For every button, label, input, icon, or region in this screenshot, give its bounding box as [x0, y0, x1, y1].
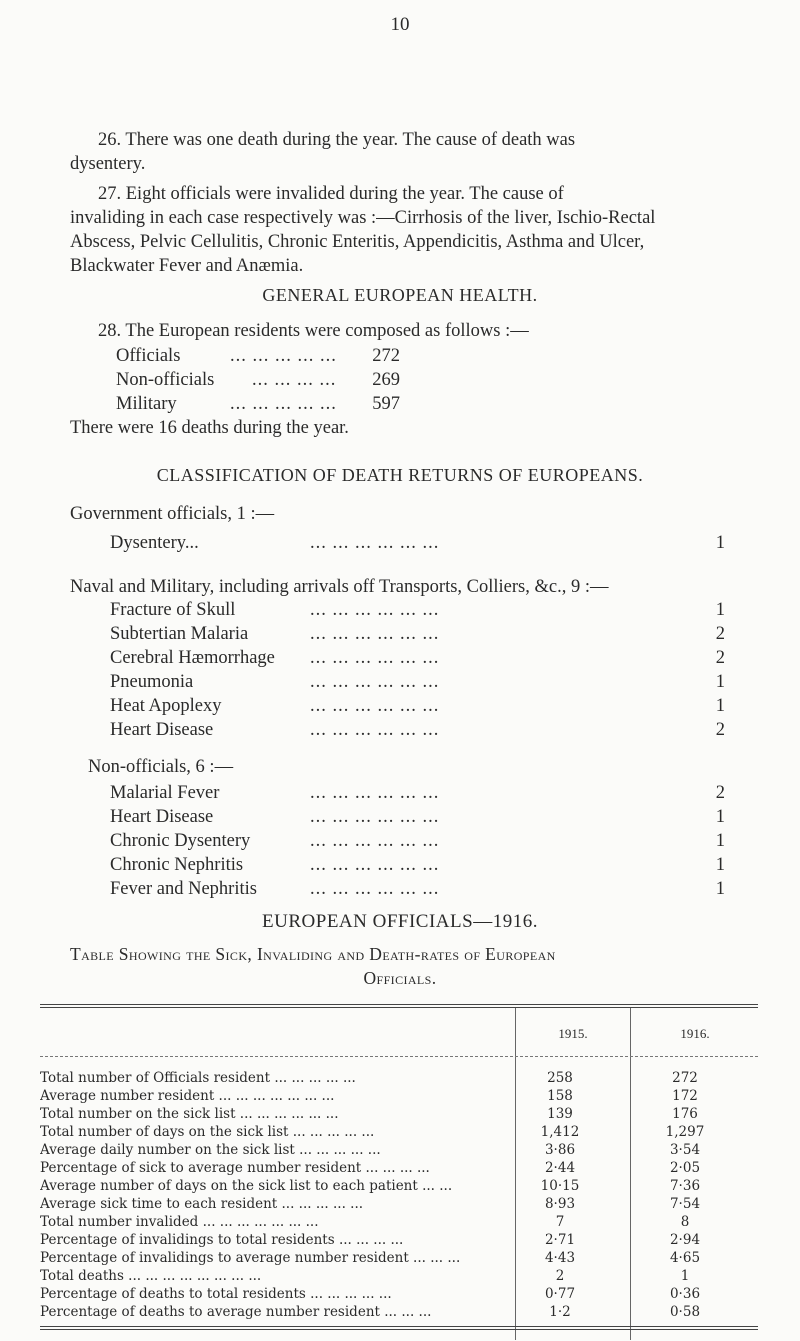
table-row: [40, 1124, 758, 1141]
cause-row: [110, 600, 725, 624]
composition-row: [116, 394, 400, 418]
table-row: [40, 1070, 758, 1087]
row-label: Average number resident ... ... ... ... ... ... ...: [40, 1088, 335, 1104]
cause-label: Dysentery...: [110, 533, 199, 553]
value-1916: 3·54: [669, 1142, 701, 1158]
composition-label: Officials: [116, 346, 181, 366]
table-header-rule: [40, 1056, 758, 1057]
value-1915: 2: [555, 1268, 565, 1284]
value-1916: 176: [672, 1106, 698, 1122]
government-officials-title: Government officials, 1 :—: [70, 504, 275, 524]
cause-row: [110, 696, 725, 720]
composition-value: 269: [372, 370, 400, 390]
non-officials-title: Non-officials, 6 :—: [88, 757, 234, 777]
cause-label: Malarial Fever: [110, 783, 220, 803]
cause-label: Heart Disease: [110, 807, 214, 827]
table-row: [40, 1214, 758, 1231]
naval-military-title: Naval and Military, including arrivals off Transports, Colliers, &c., 9 :—: [70, 577, 609, 597]
cause-count: 1: [715, 696, 725, 716]
cause-row: [110, 783, 725, 807]
cause-row: [110, 855, 725, 879]
value-1915: 2·44: [544, 1160, 576, 1176]
table-caption-line-1: Table Showing the Sick, Invaliding and Death-rates of European: [70, 944, 556, 964]
cause-label: Fever and Nephritis: [110, 879, 257, 899]
composition-label: Non-officials: [116, 370, 215, 390]
value-1915: 8·93: [544, 1196, 576, 1212]
composition-value: 272: [372, 346, 400, 366]
leader-dots: ... ... ... ... ... ...: [310, 624, 440, 644]
leader-dots: ... ... ... ... ... ...: [310, 533, 440, 553]
leader-dots: ... ... ... ... ... ...: [310, 879, 440, 899]
cause-label: Pneumonia: [110, 672, 194, 692]
value-1915: 4·43: [544, 1250, 576, 1266]
leader-dots: ... ... ... ... ... ...: [310, 600, 440, 620]
value-1916: 8: [680, 1214, 690, 1230]
leader-dots: ... ... ... ... ... ...: [310, 696, 440, 716]
value-1915: 0·77: [544, 1286, 576, 1302]
table-row: [40, 1196, 758, 1213]
row-label: Percentage of deaths to average number resident ... ... ...: [40, 1304, 432, 1320]
value-1916: 7·36: [669, 1178, 701, 1194]
leader-dots: ... ... ... ... ... ...: [310, 831, 440, 851]
cause-count: 1: [715, 600, 725, 620]
value-1916: 272: [672, 1070, 698, 1086]
value-1916: 2·05: [669, 1160, 701, 1176]
value-1915: 7: [555, 1214, 565, 1230]
leader-dots: ... ... ... ... ... ...: [310, 807, 440, 827]
cause-count: 1: [715, 672, 725, 692]
heading-general-european-health: GENERAL EUROPEAN HEALTH.: [262, 285, 538, 305]
row-label: Percentage of deaths to total residents ... ... ... ... ...: [40, 1286, 392, 1302]
paragraph-26-line-1: 26. There was one death during the year. The cause of death was: [98, 130, 576, 150]
paragraph-28-intro: 28. The European residents were composed as follows :—: [98, 321, 529, 341]
cause-row: [110, 624, 725, 648]
row-label: Average daily number on the sick list ... ... ... ... ...: [40, 1142, 381, 1158]
value-1915: 258: [547, 1070, 573, 1086]
table-row: [40, 1160, 758, 1177]
cause-count: 1: [715, 855, 725, 875]
column-header-1915: 1915.: [558, 1026, 588, 1041]
deaths-summary: There were 16 deaths during the year.: [70, 418, 349, 438]
leader-dots: ... ... ... ...: [252, 370, 337, 390]
composition-row: [116, 370, 400, 394]
value-1915: 1·2: [549, 1304, 571, 1320]
row-label: Total number on the sick list ... ... ... ... ... ...: [40, 1106, 339, 1122]
cause-row: [110, 831, 725, 855]
value-1916: 1,297: [665, 1124, 705, 1140]
cause-count: 2: [715, 783, 725, 803]
heading-european-officials-1916: EUROPEAN OFFICIALS—1916.: [262, 911, 538, 932]
value-1916: 1: [680, 1268, 690, 1284]
paragraph-26-line-2: dysentery.: [70, 154, 146, 174]
page-number: 10: [390, 14, 410, 35]
leader-dots: ... ... ... ... ...: [230, 394, 337, 414]
value-1916: 172: [672, 1088, 698, 1104]
table-row: [40, 1304, 758, 1321]
cause-count: 1: [715, 879, 725, 899]
cause-row: [110, 720, 725, 744]
composition-value: 597: [372, 394, 400, 414]
cause-count: 2: [715, 624, 725, 644]
cause-count: 2: [715, 648, 725, 668]
cause-row: [110, 807, 725, 831]
value-1915: 1,412: [540, 1124, 580, 1140]
paragraph-27-line-4: Blackwater Fever and Anæmia.: [70, 256, 304, 276]
paragraph-27-line-2: invaliding in each case respectively was :—Cirrhosis of the liver, Ischio-Rectal: [70, 208, 656, 228]
value-1916: 4·65: [669, 1250, 701, 1266]
table-row: [40, 1178, 758, 1195]
value-1915: 139: [547, 1106, 573, 1122]
row-label: Average number of days on the sick list to each patient ... ...: [40, 1178, 453, 1194]
cause-label: Fracture of Skull: [110, 600, 236, 620]
paragraph-27: [70, 182, 740, 278]
leader-dots: ... ... ... ... ... ...: [310, 855, 440, 875]
leader-dots: ... ... ... ... ...: [230, 346, 337, 366]
table-bottom-rule: [40, 1326, 758, 1327]
cause-row: [110, 879, 725, 903]
value-1915: 158: [547, 1088, 573, 1104]
row-label: Percentage of sick to average number resident ... ... ... ...: [40, 1160, 430, 1176]
heading-classification: CLASSIFICATION OF DEATH RETURNS OF EUROPEANS.: [156, 465, 644, 485]
table-row: [40, 1250, 758, 1267]
leader-dots: ... ... ... ... ... ...: [310, 720, 440, 740]
paragraph-26: [70, 128, 740, 176]
row-label: Total number of days on the sick list ... ... ... ... ...: [40, 1124, 375, 1140]
row-label: Total number of Officials resident ... ... ... ... ...: [40, 1070, 356, 1086]
table-row: [40, 1106, 758, 1123]
paragraph-27-line-1: 27. Eight officials were invalided during the year. The cause of: [98, 184, 564, 204]
row-label: Percentage of invalidings to total residents ... ... ... ...: [40, 1232, 404, 1248]
table-top-rule: [40, 1004, 758, 1005]
leader-dots: ... ... ... ... ... ...: [310, 672, 440, 692]
value-1915: 10·15: [540, 1178, 580, 1194]
table-top-rule-inner: [40, 1007, 758, 1008]
row-label: Total number invalided ... ... ... ... ... ... ...: [40, 1214, 319, 1230]
table-row: [40, 1142, 758, 1159]
value-1916: 7·54: [669, 1196, 701, 1212]
cause-count: 1: [715, 831, 725, 851]
table-caption-line-2: Officials.: [363, 968, 437, 988]
row-label: Average sick time to each resident ... ... ... ... ...: [40, 1196, 364, 1212]
value-1916: 2·94: [669, 1232, 701, 1248]
value-1915: 3·86: [544, 1142, 576, 1158]
table-row: [40, 1286, 758, 1303]
cause-label: Subtertian Malaria: [110, 624, 249, 644]
column-header-1916: 1916.: [680, 1026, 710, 1041]
paragraph-27-line-3: Abscess, Pelvic Cellulitis, Chronic Enteritis, Appendicitis, Asthma and Ulcer,: [70, 232, 645, 252]
table-row: [40, 1268, 758, 1285]
cause-label: Heat Apoplexy: [110, 696, 222, 716]
cause-label: Cerebral Hæmorrhage: [110, 648, 275, 668]
cause-count: 1: [715, 533, 725, 553]
row-label: Total deaths ... ... ... ... ... ... ... ...: [40, 1268, 262, 1284]
row-label: Percentage of invalidings to average number resident ... ... ...: [40, 1250, 461, 1266]
cause-label: Heart Disease: [110, 720, 214, 740]
cause-label: Chronic Nephritis: [110, 855, 244, 875]
value-1915: 2·71: [544, 1232, 576, 1248]
leader-dots: ... ... ... ... ... ...: [310, 783, 440, 803]
table-bottom-rule-inner: [40, 1329, 758, 1330]
table-row: [40, 1088, 758, 1105]
value-1916: 0·36: [669, 1286, 701, 1302]
cause-row: [110, 533, 725, 557]
cause-count: 2: [715, 720, 725, 740]
cause-row: [110, 648, 725, 672]
composition-row: [116, 346, 400, 370]
composition-label: Military: [116, 394, 177, 414]
leader-dots: ... ... ... ... ... ...: [310, 648, 440, 668]
value-1916: 0·58: [669, 1304, 701, 1320]
table-row: [40, 1232, 758, 1249]
cause-row: [110, 672, 725, 696]
cause-label: Chronic Dysentery: [110, 831, 251, 851]
cause-count: 1: [715, 807, 725, 827]
